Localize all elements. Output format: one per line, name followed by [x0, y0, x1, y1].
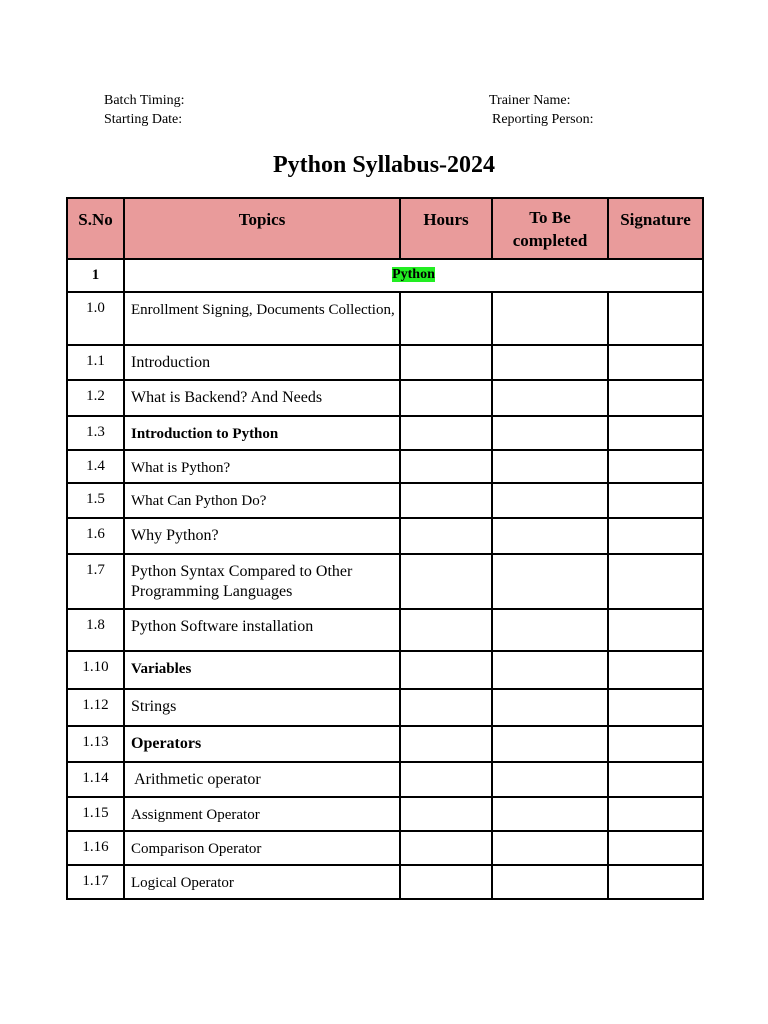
hours-cell [400, 518, 492, 554]
to-be-completed-cell [492, 416, 608, 450]
row-topic: Introduction [124, 345, 400, 380]
signature-cell [608, 292, 703, 345]
row-sno: 1.16 [67, 831, 124, 865]
hours-cell [400, 450, 492, 483]
hours-cell [400, 762, 492, 797]
to-be-completed-cell [492, 292, 608, 345]
row-sno: 1.2 [67, 380, 124, 416]
row-sno: 1.0 [67, 292, 124, 345]
row-topic: Strings [124, 689, 400, 726]
signature-cell [608, 865, 703, 899]
row-topic: Python Software installation [124, 609, 400, 651]
hours-cell [400, 380, 492, 416]
to-be-completed-cell [492, 797, 608, 831]
table-row [67, 380, 703, 416]
row-sno: 1.12 [67, 689, 124, 726]
signature-cell [608, 450, 703, 483]
to-be-completed-cell [492, 554, 608, 609]
hours-cell [400, 609, 492, 651]
row-sno: 1.5 [67, 483, 124, 518]
table-row [67, 292, 703, 345]
signature-cell [608, 345, 703, 380]
page-title: Python Syllabus-2024 [272, 152, 496, 178]
starting-date-label: Starting Date: [104, 112, 183, 127]
row-sno: 1.3 [67, 416, 124, 450]
hours-cell [400, 865, 492, 899]
row-sno: 1.14 [67, 762, 124, 797]
column-header-to-be-completed: To Be completed [492, 198, 608, 259]
trainer-name-label: Trainer Name: [489, 93, 571, 108]
row-sno: 1.17 [67, 865, 124, 899]
table-row [67, 345, 703, 380]
table-row [67, 689, 703, 726]
hours-cell [400, 292, 492, 345]
table-row [67, 554, 703, 609]
row-sno: 1.7 [67, 554, 124, 609]
signature-cell [608, 651, 703, 689]
to-be-completed-cell [492, 726, 608, 762]
column-header-hours: Hours [400, 198, 492, 259]
row-topic: Comparison Operator [124, 831, 400, 865]
row-topic: Variables [124, 651, 400, 689]
to-be-completed-cell [492, 865, 608, 899]
to-be-completed-cell [492, 380, 608, 416]
table-row [67, 518, 703, 554]
signature-cell [608, 518, 703, 554]
row-topic: What is Python? [124, 450, 400, 483]
syllabus-table [66, 197, 704, 900]
section-number: 1 [67, 259, 124, 292]
to-be-completed-cell [492, 609, 608, 651]
hours-cell [400, 797, 492, 831]
signature-cell [608, 762, 703, 797]
to-be-completed-cell [492, 483, 608, 518]
signature-cell [608, 831, 703, 865]
signature-cell [608, 416, 703, 450]
signature-cell [608, 726, 703, 762]
signature-cell [608, 554, 703, 609]
signature-cell [608, 380, 703, 416]
row-topic: What Can Python Do? [124, 483, 400, 518]
row-topic: Arithmetic operator [124, 762, 400, 797]
table-row [67, 865, 703, 899]
to-be-completed-cell [492, 345, 608, 380]
column-header-topics: Topics [124, 198, 400, 259]
reporting-person-label: Reporting Person: [492, 112, 594, 127]
table-row [67, 450, 703, 483]
table-row [67, 831, 703, 865]
row-sno: 1.1 [67, 345, 124, 380]
row-topic: Introduction to Python [124, 416, 400, 450]
row-sno: 1.13 [67, 726, 124, 762]
table-row [67, 797, 703, 831]
row-topic: Assignment Operator [124, 797, 400, 831]
hours-cell [400, 554, 492, 609]
row-topic: Python Syntax Compared to Other Programming Languages [124, 554, 400, 609]
signature-cell [608, 689, 703, 726]
row-topic: What is Backend? And Needs [124, 380, 400, 416]
to-be-completed-cell [492, 450, 608, 483]
hours-cell [400, 416, 492, 450]
signature-cell [608, 483, 703, 518]
table-row [67, 651, 703, 689]
column-header-sno: S.No [67, 198, 124, 259]
to-be-completed-cell [492, 518, 608, 554]
row-sno: 1.8 [67, 609, 124, 651]
hours-cell [400, 726, 492, 762]
batch-info [104, 91, 185, 129]
table-row [67, 483, 703, 518]
to-be-completed-cell [492, 651, 608, 689]
to-be-completed-cell [492, 831, 608, 865]
row-sno: 1.6 [67, 518, 124, 554]
row-sno: 1.10 [67, 651, 124, 689]
hours-cell [400, 483, 492, 518]
section-title-cell [124, 259, 703, 292]
hours-cell [400, 345, 492, 380]
table-row [67, 762, 703, 797]
table-row [67, 416, 703, 450]
signature-cell [608, 609, 703, 651]
row-topic: Why Python? [124, 518, 400, 554]
column-header-signature: Signature [608, 198, 703, 259]
table-header-row [67, 198, 703, 259]
hours-cell [400, 831, 492, 865]
row-sno: 1.4 [67, 450, 124, 483]
hours-cell [400, 689, 492, 726]
section-row [67, 259, 703, 292]
batch-timing-label: Batch Timing: [104, 93, 185, 108]
row-topic: Enrollment Signing, Documents Collection, [124, 292, 400, 345]
to-be-completed-cell [492, 762, 608, 797]
hours-cell [400, 651, 492, 689]
row-topic: Operators [124, 726, 400, 762]
signature-cell [608, 797, 703, 831]
table-row [67, 609, 703, 651]
row-sno: 1.15 [67, 797, 124, 831]
row-topic: Logical Operator [124, 865, 400, 899]
to-be-completed-cell [492, 689, 608, 726]
section-title: Python [392, 267, 435, 282]
table-row [67, 726, 703, 762]
